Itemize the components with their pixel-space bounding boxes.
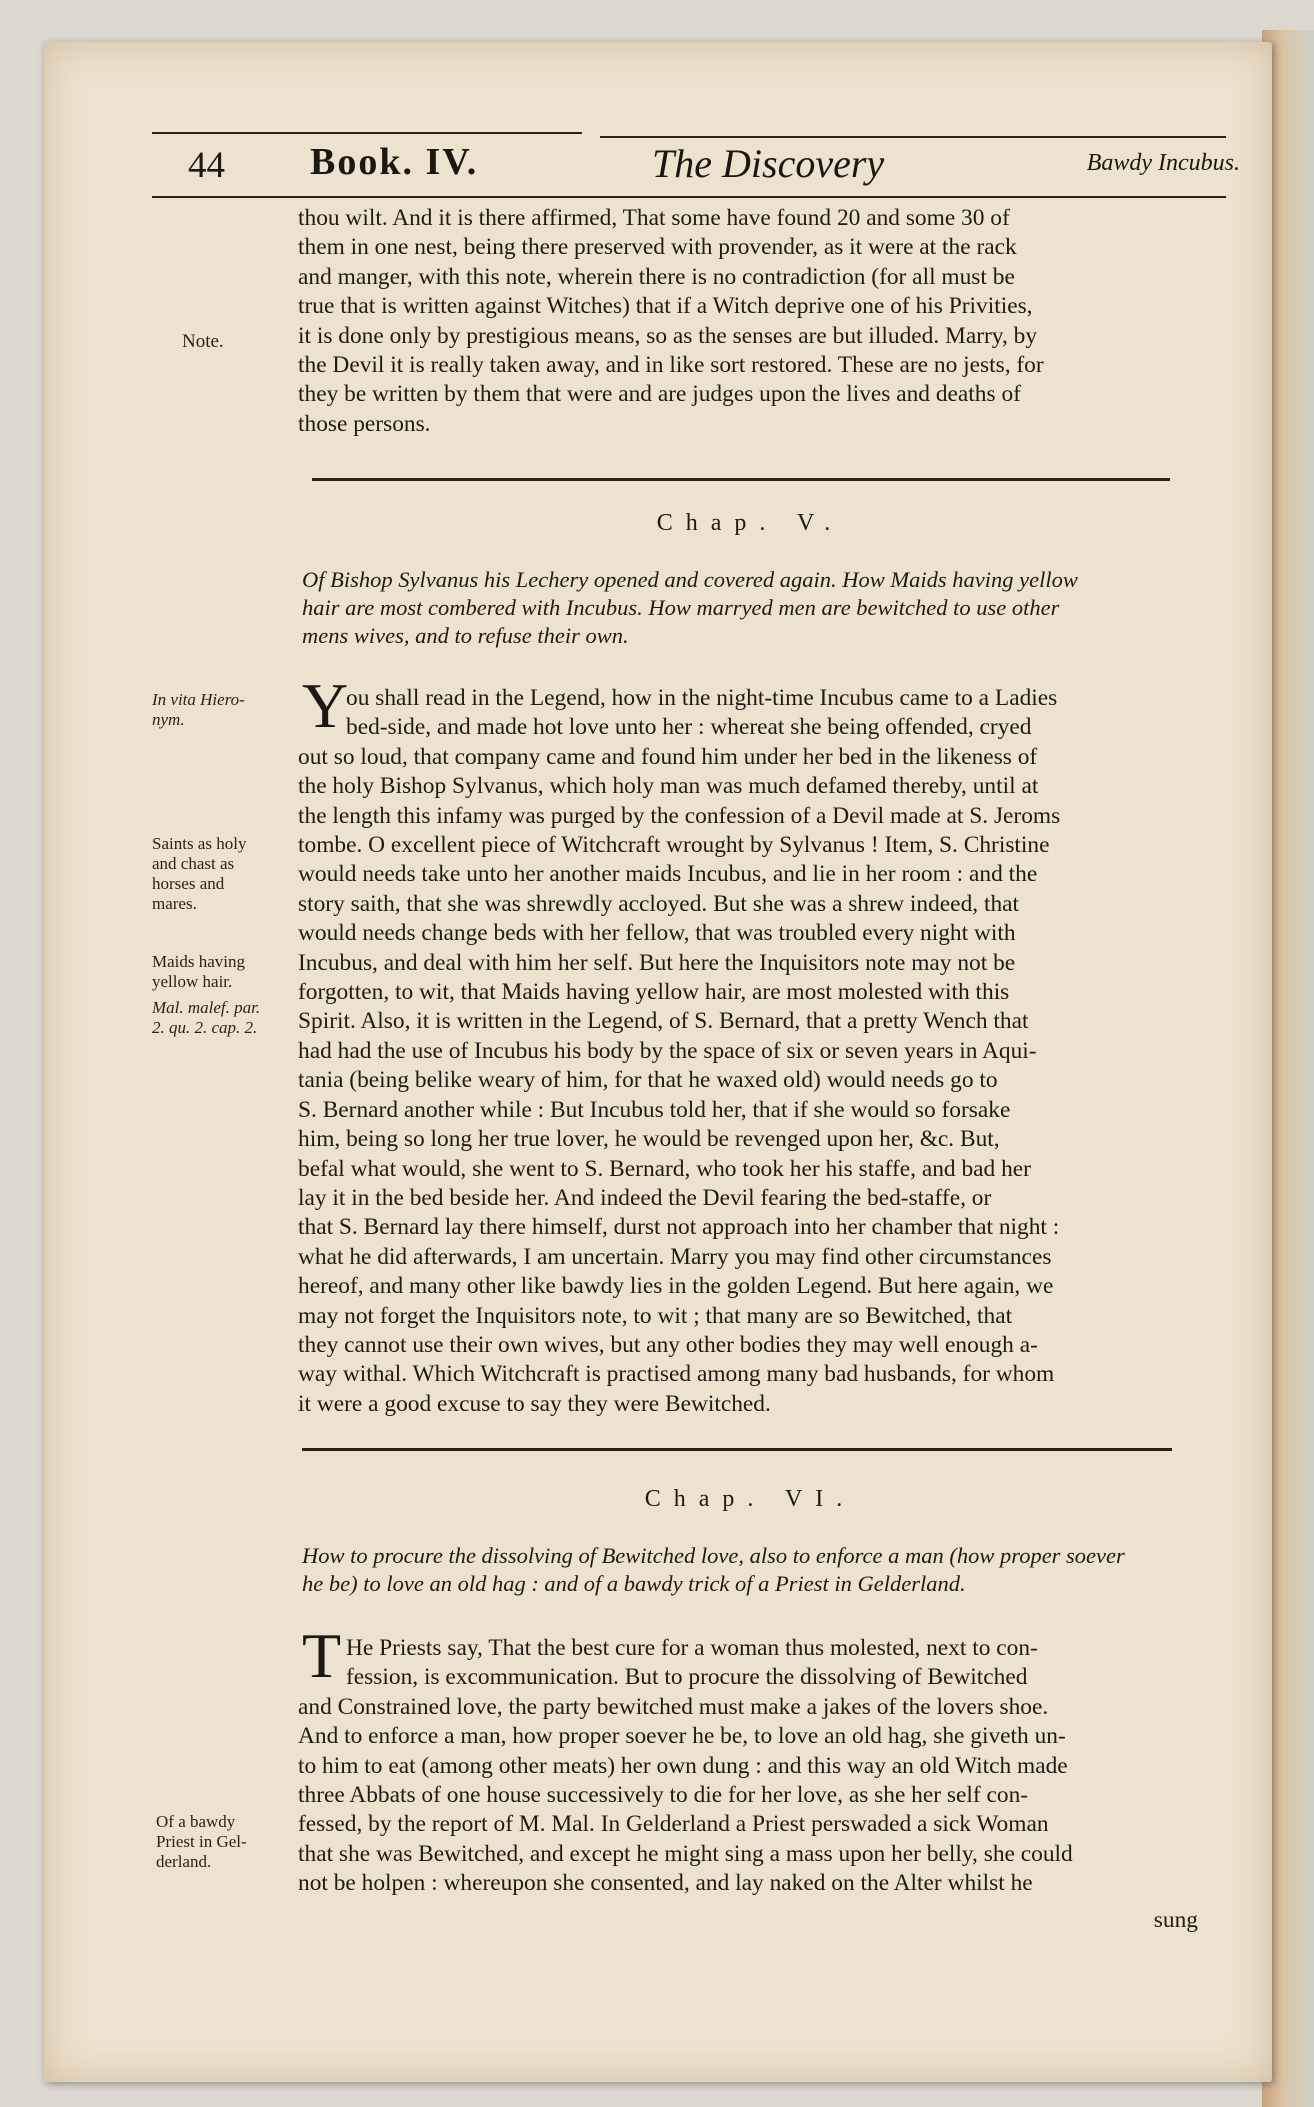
chapter-6-heading: Chap. VI. (644, 1486, 856, 1512)
chapter-6-rule (302, 1448, 1172, 1451)
chapter-5-rule (312, 478, 1170, 481)
margin-note-saints: Saints as holy and chast as horses and mares. (152, 834, 247, 913)
chapter-5-title: Of Bishop Sylvanus his Lechery opened and covered again. How Maids having yellow hair are most combered with Incubus. How marryed men are bewitched to use other mens wives, and to refuse their own. (302, 567, 1078, 648)
running-title: The Discovery (652, 141, 885, 186)
margin-note-note: Note. (182, 331, 224, 352)
chapter-5-drop-cap: Y (302, 670, 349, 741)
running-head (150, 140, 1240, 190)
chapter-6-title: How to procure the dissolving of Bewitched love, also to enforce a man (how proper soever he be) to love an old hag : and of a bawdy trick of a Priest in Gelderland. (302, 1543, 1125, 1596)
margin-note-maids: Maids having yellow hair. (152, 952, 246, 991)
intro-paragraph: thou wilt. And it is there affirmed, That some have found 20 and some 30 of them in one nest, being there preserved with provender, as it were at the rack and manger, with this note, wherein there is no contradiction (for all must be true that is written against Witches) that if a Witch deprive one of his Privities, it is done only by prestigious means, so as the senses are but illuded. Marry, by the Devil it is really taken away, and in like sort restored. These are no jests, for they be written by them that were and are judges upon the lives and deaths of those persons. (298, 205, 1044, 437)
top-rule-right (600, 136, 1226, 138)
page-number: 44 (188, 145, 225, 186)
top-rule-left (152, 132, 582, 134)
head-underline (152, 196, 1226, 198)
margin-note-mal: Mal. malef. par. 2. qu. 2. cap. 2. (152, 998, 261, 1037)
running-topic: Bawdy Incubus. (1086, 150, 1240, 176)
margin-note-vita: In vita Hiero- nym. (152, 690, 245, 729)
catchword: sung (1153, 1907, 1198, 1933)
chapter-5-text: ou shall read in the Legend, how in the night-time Incubus came to a Ladies bed-side, and made hot love unto her : whereat she being offended, cryed out so loud, that company came and found him under her bed in the likeness of the holy Bishop Sylvanus, which holy man was much defamed thereby, until at the length this infamy was purged by the confession of a Devil made at S. Jeroms tombe. O excellent piece of Witchcraft wrought by Sylvanus ! Item, S. Christine would needs take unto her another maids Incubus, and lie in her room : and the story saith, that she was shrewdly accloyed. But she was a shrew indeed, that would needs change beds with her fellow, that was troubled every night with Incubus, and deal with him her self. But here the Inquisitors note may not be forgotten, to wit, that Maids having yellow hair, are most molested with this Spirit. Also, it is written in the Legend, of S. Bernard, that a pretty Wench that had had the use of Incubus his body by the space of six or seven years in Aqui- tania (being belike weary of him, for that he waxed old) would needs go to S. Bernard another while : But Incubus told her, that if she would so forsake him, being so long her true lover, he would be revenged upon her, &c. But, befal what would, she went to S. Bernard, who took her his staffe, and bad her lay it in the bed beside her. And indeed the Devil fearing the bed-staffe, or that S. Bernard lay there himself, durst not approach into her chamber that night : what he did afterwards, I am uncertain. Marry you may find other circumstances hereof, and many other like bawdy lies in the golden Legend. But here again, we may not forget the Inquisitors note, to wit ; that many are so Bewitched, that they cannot use their own wives, but any other bodies they may well enough a- way withal. Which Witchcraft is practised among many bad husbands, for whom it were a good excuse to say they were Bewitched. (298, 685, 1061, 1417)
chapter-6-text: He Priests say, That the best cure for a woman thus molested, next to con- fession, is excommunication. But to procure the dissolving of Bewitched and Constrained love, the party bewitched must make a jakes of the lovers shoe. And to enforce a man, how proper soever he be, to love an old hag, she giveth un- to him to eat (among other meats) her own dung : and this way an old Witch made three Abbats of one house successively to die for her love, as she her self con- fessed, by the report of M. Mal. In Gelderland a Priest perswaded a sick Woman that she was Bewitched, and except he might sing a mass upon her belly, she could not be holpen : whereupon she consented, and lay naked on the Alter whilst he (298, 1635, 1073, 1897)
chapter-5-heading: Chap. V. (656, 510, 844, 536)
chapter-6-drop-cap: T (302, 1620, 342, 1691)
book-label: Book. IV. (310, 141, 479, 183)
margin-note-gelderland: Of a bawdy Priest in Gel- derland. (156, 1812, 247, 1871)
